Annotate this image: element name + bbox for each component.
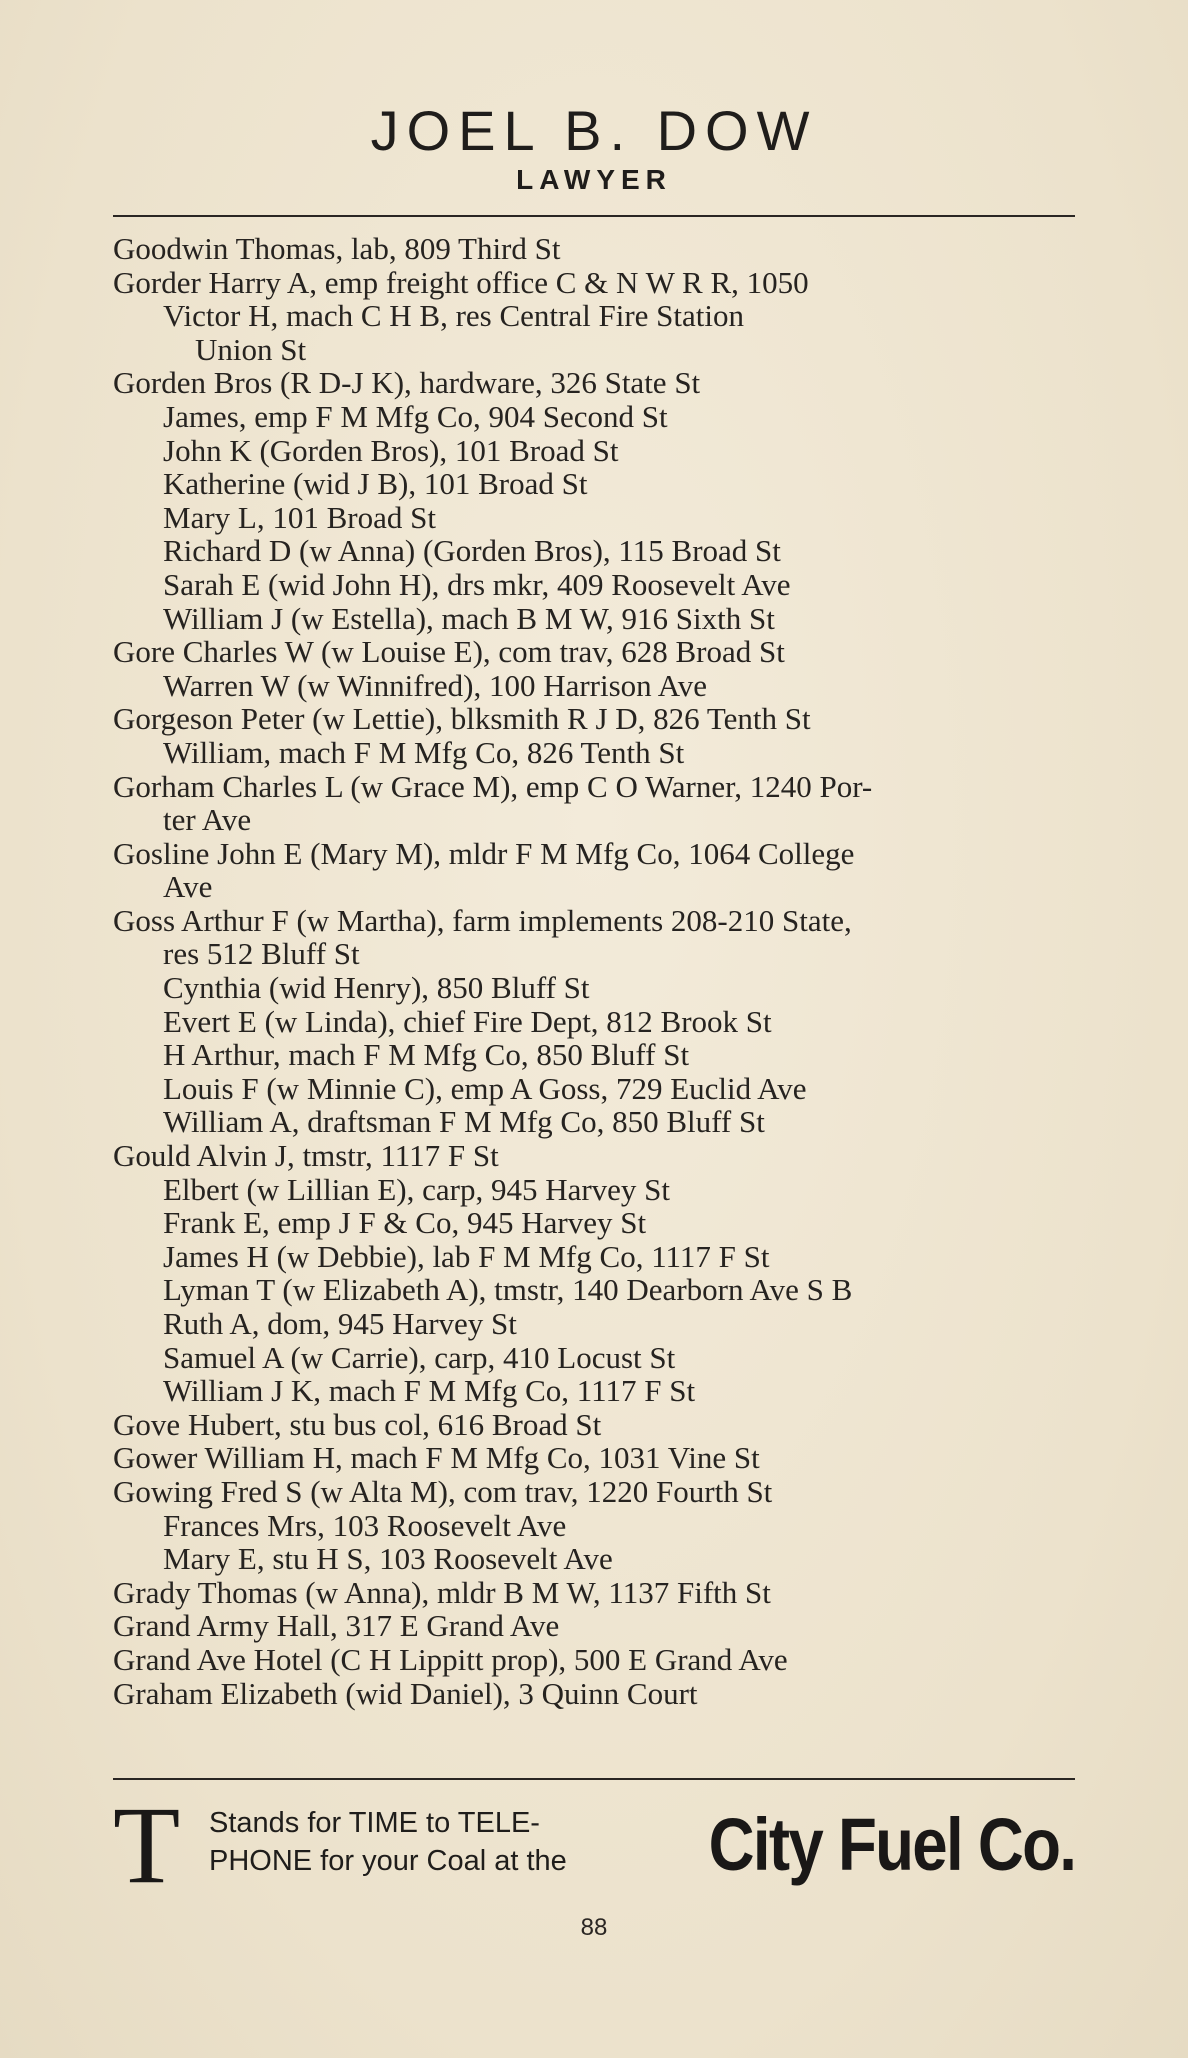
directory-entry: Ave	[163, 869, 213, 905]
directory-entry: Sarah E (wid John H), drs mkr, 409 Roosevelt Ave	[163, 566, 791, 602]
directory-entry: Union St	[195, 331, 307, 367]
ad-initial-letter: T	[113, 1784, 181, 1906]
advertiser-name: JOEL B. DOW	[370, 99, 818, 162]
directory-entry: Gower William H, mach F M Mfg Co, 1031 Vine St	[113, 1440, 760, 1476]
directory-entry: Richard D (w Anna) (Gorden Bros), 115 Broad St	[163, 533, 781, 569]
directory-entry: Victor H, mach C H B, res Central Fire Station	[163, 298, 745, 334]
directory-entry: James H (w Debbie), lab F M Mfg Co, 1117 F St	[163, 1238, 770, 1274]
ad-tagline-line2: PHONE for your Coal at the	[209, 1845, 567, 1877]
directory-entry: Gorham Charles L (w Grace M), emp C O Warner, 1240 Por-	[113, 768, 873, 804]
directory-entry: John K (Gorden Bros), 101 Broad St	[163, 432, 619, 468]
directory-entry: Cynthia (wid Henry), 850 Bluff St	[163, 970, 590, 1006]
directory-entry: Elbert (w Lillian E), carp, 945 Harvey St	[163, 1171, 671, 1207]
directory-entry: Graham Elizabeth (wid Daniel), 3 Quinn Court	[113, 1675, 698, 1711]
directory-entry: Grand Ave Hotel (C H Lippitt prop), 500 E Grand Ave	[113, 1641, 788, 1677]
ad-tagline	[209, 1804, 567, 1880]
directory-entry: William, mach F M Mfg Co, 826 Tenth St	[163, 734, 685, 770]
directory-entry: Goodwin Thomas, lab, 809 Third St	[113, 231, 561, 266]
directory-entry: Katherine (wid J B), 101 Broad St	[163, 466, 588, 502]
footer-advertisement	[113, 1784, 1075, 1906]
directory-entry: Gorden Bros (R D-J K), hardware, 326 State St	[113, 365, 701, 401]
directory-entry: James, emp F M Mfg Co, 904 Second St	[163, 398, 668, 434]
directory-entry: Goss Arthur F (w Martha), farm implements 208-210 State,	[113, 902, 852, 938]
directory-entry: H Arthur, mach F M Mfg Co, 850 Bluff St	[163, 1037, 690, 1073]
directory-entry: Lyman T (w Elizabeth A), tmstr, 140 Dearborn Ave S B	[163, 1272, 853, 1308]
directory-entry: Gosline John E (Mary M), mldr F M Mfg Co, 1064 College	[113, 835, 855, 871]
directory-listing	[113, 232, 1075, 1710]
advertiser-title: LAWYER	[516, 164, 672, 195]
directory-entry: Grady Thomas (w Anna), mldr B M W, 1137 Fifth St	[113, 1574, 771, 1610]
directory-entry: Gould Alvin J, tmstr, 1117 F St	[113, 1138, 499, 1174]
directory-entry: res 512 Bluff St	[163, 936, 360, 972]
directory-entry: Frank E, emp J F & Co, 945 Harvey St	[163, 1205, 647, 1241]
directory-entry: Warren W (w Winnifred), 100 Harrison Ave	[163, 667, 708, 703]
directory-entry: Gorder Harry A, emp freight office C & N W R R, 1050	[113, 264, 809, 300]
directory-entry: William J (w Estella), mach B M W, 916 Sixth St	[163, 600, 775, 636]
directory-entry: William J K, mach F M Mfg Co, 1117 F St	[163, 1373, 696, 1409]
directory-entry: Gore Charles W (w Louise E), com trav, 628 Broad St	[113, 634, 785, 670]
ad-tagline-line1: Stands for TIME to TELE-	[209, 1807, 540, 1839]
directory-entry: ter Ave	[163, 802, 252, 838]
page-header	[0, 100, 1188, 196]
directory-entry: Gorgeson Peter (w Lettie), blksmith R J D, 826 Tenth St	[113, 701, 811, 737]
directory-entry: Ruth A, dom, 945 Harvey St	[163, 1306, 517, 1341]
directory-entry: Samuel A (w Carrie), carp, 410 Locust St	[163, 1339, 676, 1375]
ad-brand-name: City Fuel Co.	[708, 1803, 1075, 1886]
directory-entry: Grand Army Hall, 317 E Grand Ave	[113, 1608, 560, 1644]
directory-entry: Frances Mrs, 103 Roosevelt Ave	[163, 1507, 567, 1543]
header-divider	[113, 215, 1075, 217]
directory-entry: Gowing Fred S (w Alta M), com trav, 1220 Fourth St	[113, 1473, 773, 1509]
directory-entry: Louis F (w Minnie C), emp A Goss, 729 Euclid Ave	[163, 1070, 807, 1106]
page-number: 88	[580, 1914, 608, 1941]
directory-entry: Mary L, 101 Broad St	[163, 499, 436, 535]
directory-entry: Gove Hubert, stu bus col, 616 Broad St	[113, 1406, 602, 1442]
footer-divider	[113, 1778, 1075, 1780]
directory-entry: William A, draftsman F M Mfg Co, 850 Bluff St	[163, 1104, 765, 1140]
directory-entry: Evert E (w Linda), chief Fire Dept, 812 Brook St	[163, 1003, 772, 1039]
directory-entry: Mary E, stu H S, 103 Roosevelt Ave	[163, 1541, 613, 1577]
